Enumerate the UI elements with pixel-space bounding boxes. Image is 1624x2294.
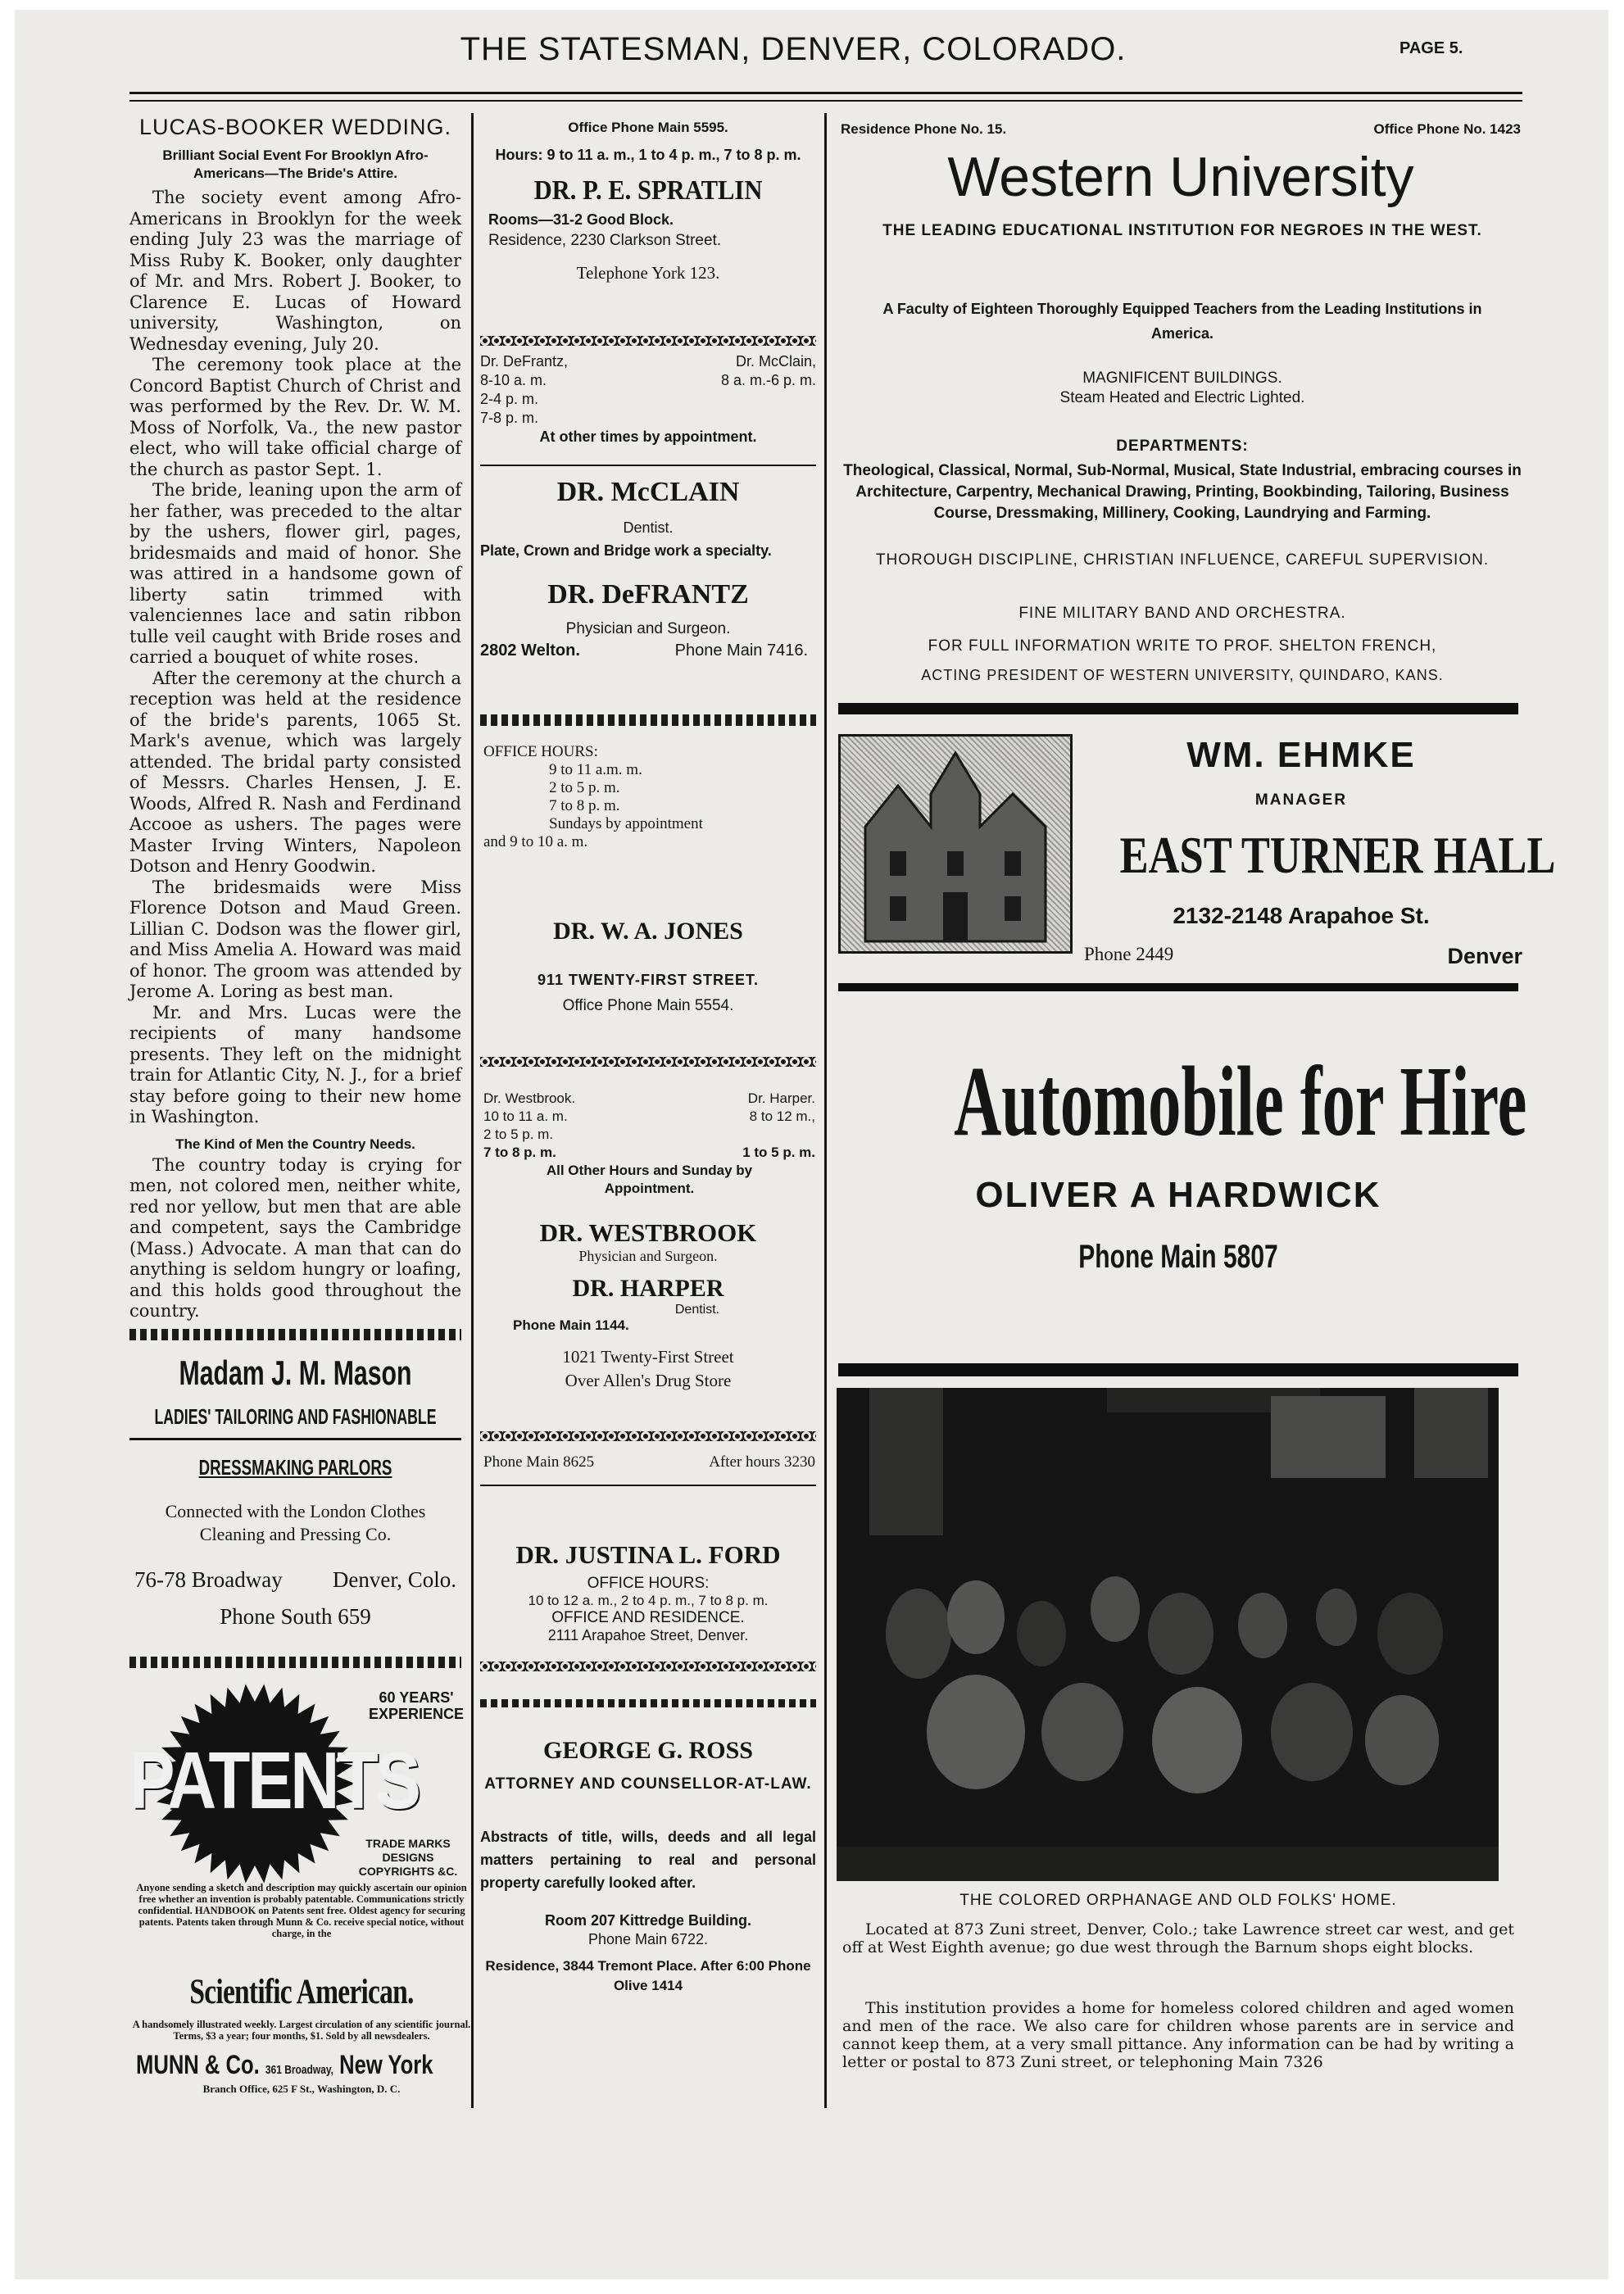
spratlin-residence: Residence, 2230 Clarkson Street.: [488, 232, 722, 249]
spratlin-rooms: Rooms—31-2 Good Block.: [488, 211, 674, 228]
defrantz-hours-1: 8-10 a. m.: [480, 372, 547, 388]
jones-card: [480, 918, 816, 1015]
jones-name: DR. W. A. JONES: [553, 918, 743, 945]
harper-name: DR. HARPER: [572, 1275, 724, 1302]
mcclain-name: DR. McCLAIN: [556, 477, 740, 507]
western-phones: [841, 121, 1521, 138]
jones-phone: Office Phone Main 5554.: [562, 997, 734, 1014]
defrantz-mcclain-hours: [480, 352, 816, 447]
ross-kittredge: Room 207 Kittredge Building.: [544, 1912, 752, 1929]
western-department-list: Theological, Classical, Normal, Sub-Normal, Musical, State Industrial, embracing courses in Architecture, Carpentry, Mechanical Drawing, Printing, Bookbinding, Tailoring, Business Course, Dressmaking, Millinery, Cooking, Laundrying and Farming.: [843, 462, 1522, 522]
ross-role: ATTORNEY AND COUNSELLOR-AT-LAW.: [484, 1775, 812, 1793]
munn-line: [136, 2050, 433, 2080]
wedding-paragraph-3: The bride, leaning upon the arm of her father, was preceded to the altar by the ushers, flower girl, pages, bridesmaids and maid of honor. She was attired in a handsome gown of liberty satin trimmed with valenciennes lace and satin ribbon tulle veil caught with Bride roses and carried a bouquet of white roses.: [129, 480, 461, 667]
mason-rule: [129, 1438, 461, 1440]
office-hours-3: 7 to 8 p. m.: [549, 797, 620, 814]
defrantz-physician: Physician and Surgeon.: [565, 620, 731, 637]
munn-city: New York: [339, 2050, 433, 2079]
ross-residence: Residence, 3844 Tremont Place. After 6:00 Phone Olive 1414: [485, 1958, 811, 1993]
harper-role: Dentist.: [674, 1303, 720, 1317]
patents-mark-2: DESIGNS: [382, 1851, 434, 1864]
defrantz-address-line: [480, 642, 808, 660]
patents-fine-1: Anyone sending a sketch and description may quickly ascertain our opinion free whether an invention is probably patentable. Communications strictly confidential. HANDBOOK on Patents sent free. Oldest agency for securing patents. Patents taken through Munn & Co. receive special notice, without charge, in the: [136, 1882, 467, 1939]
harper-small: Dr. Harper.: [747, 1090, 815, 1106]
mason-connected: Connected with the London Clothes Cleaning and Pressing Co.: [165, 1501, 426, 1544]
mcclain-plate: Plate, Crown and Bridge work a specialty.: [480, 542, 772, 559]
ornament-rule-3: [480, 336, 816, 346]
western-band: FINE MILITARY BAND AND ORCHESTRA.: [1018, 605, 1346, 622]
patents-fine-2: A handsomely illustrated weekly. Largest circulation of any scientific journal. Terms, $3 a year; four months, $1. Sold by all newsdealers.: [132, 2019, 471, 2042]
orphanage-photo: [837, 1388, 1499, 1881]
turner-hall-phone: Phone 2449: [1084, 944, 1174, 964]
patents-years: 60 YEARS' EXPERIENCE: [368, 1689, 465, 1722]
ornament-rule: [129, 1329, 461, 1340]
automobile-title: Automobile for Hire: [954, 1046, 1527, 1157]
wedding-paragraph-4: After the ceremony at the church a reception was held at the residence of the bride's parents, 1065 St. Mark's avenue, which was largely attended. The bridal party consisted of Messrs. Charles Hensen, J. E. Woods, Alfred R. Nash and Ferdinand Accooe as ushers. The pages were Master Irving Winters, Napoleon Dotson and Henry Goodwin.: [129, 668, 461, 876]
western-buildings: [842, 369, 1522, 408]
masthead-rule: [129, 92, 1522, 94]
western-name: Western University: [947, 146, 1414, 208]
ehmke-name: WM. EHMKE: [1186, 735, 1416, 775]
ford-card: [480, 1540, 816, 1644]
mason-address-line: [134, 1567, 456, 1593]
thick-rule-3: [838, 1363, 1518, 1376]
mason-line-1: LADIES' TAILORING AND FASHIONABLE: [154, 1404, 437, 1429]
masthead-title: THE STATESMAN, DENVER, COLORADO.: [460, 31, 1127, 67]
harper-phone-line: [483, 1453, 815, 1471]
turner-hall-address: 2132-2148 Arapahoe St.: [1173, 903, 1430, 928]
orphanage-paragraph-2: This institution provides a home for homeless colored children and aged women and men of the race. We also care for children whose parents are in service and cannot keep them, at a very small pittance. Any information can be had by writing a letter or postal to 873 Zuni street, or telephoning Main 7326: [842, 1999, 1514, 2071]
western-info-2: ACTING PRESIDENT OF WESTERN UNIVERSITY, QUINDARO, KANS.: [921, 667, 1444, 683]
defrantz-hours-2: 2-4 p. m.: [480, 391, 539, 407]
wedding-paragraph-1: The society event among Afro-Americans in Brooklyn for the week ending July 23 was the marriage of Miss Ruby K. Booker, only daughter of Mr. and Mrs. Robert J. Booker, to Clarence E. Lucas of Howard university, Washington, on Wednesday evening, July 20.: [129, 188, 461, 354]
munn-address: 361 Broadway,: [265, 2063, 334, 2077]
ross-name: GEORGE G. ROSS: [543, 1737, 753, 1764]
men-heading: The Kind of Men the Country Needs.: [175, 1136, 415, 1152]
westbrook-harper-cards: [480, 1218, 816, 1391]
defrantz-small: Dr. DeFrantz,: [480, 353, 569, 369]
westbrook-small: Dr. Westbrook.: [483, 1090, 576, 1106]
spratlin-office-phone: Office Phone Main 5595.: [568, 120, 728, 135]
thick-rule-1: [838, 703, 1518, 714]
westbrook-role: Physician and Surgeon.: [578, 1248, 718, 1264]
mason-line-2: DRESSMAKING PARLORS: [198, 1455, 392, 1480]
ornament-rule-5: [480, 1057, 816, 1067]
mcclain-dentist: Dentist.: [623, 519, 674, 536]
westbrook-name: DR. WESTBROOK: [539, 1218, 757, 1247]
other-times: At other times by appointment.: [539, 428, 757, 445]
column-rule-2: [824, 113, 827, 2108]
orphanage-group-image: [837, 1388, 1499, 1881]
western-magnificent: MAGNIFICENT BUILDINGS.: [1082, 369, 1282, 387]
western-leading: THE LEADING EDUCATIONAL INSTITUTION FOR NEGROES IN THE WEST.: [882, 222, 1482, 239]
westbrook-hours-3: 7 to 8 p. m.: [483, 1145, 556, 1160]
ornament-rule-6: [480, 1431, 816, 1441]
patents-mark-1: TRADE MARKS: [365, 1837, 451, 1850]
spratlin-name: DR. P. E. SPRATLIN: [533, 175, 763, 206]
office-hours-label: OFFICE HOURS:: [483, 743, 598, 760]
ornament-rule-7: [480, 1662, 816, 1671]
turner-hall-building-icon: [841, 737, 1070, 951]
patents-mark-3: COPYRIGHTS &C.: [358, 1865, 458, 1878]
ross-abstracts: Abstracts of title, wills, deeds and all legal matters pertaining to real and personal property carefully looked after.: [480, 1829, 816, 1891]
all-other-hours: All Other Hours and Sunday by Appointment.: [546, 1163, 753, 1196]
mason-city: Denver, Colo.: [332, 1567, 456, 1592]
jones-address: 911 TWENTY-FIRST STREET.: [537, 972, 760, 988]
mcclain-card: [480, 477, 816, 660]
ford-name: DR. JUSTINA L. FORD: [515, 1540, 781, 1569]
sundays-line: Sundays by appointment: [549, 815, 703, 832]
divider-1: [480, 465, 816, 466]
wedding-subhead: Brilliant Social Event For Brooklyn Afro-Americans—The Bride's Attire.: [162, 147, 429, 181]
sundays-line-2: and 9 to 10 a. m.: [483, 833, 588, 850]
ford-hours: 10 to 12 a. m., 2 to 4 p. m., 7 to 8 p. m.: [528, 1593, 769, 1608]
after-hours-3230: After hours 3230: [709, 1453, 815, 1471]
harper-hours-1: 8 to 12 m.,: [749, 1108, 815, 1124]
column-rule-1: [471, 113, 474, 2108]
harper-hours-2: 1 to 5 p. m.: [742, 1145, 815, 1160]
scientific-american: Scientific American.: [189, 1973, 414, 2011]
patents-marks: [342, 1837, 474, 1879]
automobile-phone: Phone Main 5807: [1078, 1239, 1278, 1275]
automobile-owner: OLIVER A HARDWICK: [975, 1175, 1381, 1215]
spratlin-hours: Hours: 9 to 11 a. m., 1 to 4 p. m., 7 to 8 p. m.: [495, 147, 801, 163]
ehmke-manager: MANAGER: [1254, 791, 1348, 809]
ornament-rule-8: [480, 1699, 816, 1707]
directory-column: [480, 120, 816, 283]
western-info-1: FOR FULL INFORMATION WRITE TO PROF. SHELTON FRENCH,: [928, 637, 1437, 655]
mason-phone: Phone South 659: [220, 1604, 371, 1629]
westbrook-harper-hours: [483, 1090, 815, 1198]
masthead-rule-2: [129, 100, 1522, 102]
mcclain-small: Dr. McClain,: [735, 353, 816, 369]
turner-hall-city: Denver: [1447, 944, 1522, 968]
divider-2: [480, 1485, 816, 1486]
mcclain-hours: 8 a. m.-6 p. m.: [720, 372, 816, 388]
turner-hall-name: EAST TURNER HALL: [1119, 826, 1556, 884]
defrantz-hours-3: 7-8 p. m.: [480, 410, 539, 426]
defrantz-name: DR. DeFRANTZ: [547, 579, 749, 610]
phone-main-8625: Phone Main 8625: [483, 1453, 595, 1471]
spratlin-telephone: Telephone York 123.: [576, 263, 720, 283]
mason-ad: [129, 1353, 461, 1630]
western-office-phone: Office Phone No. 1423: [1373, 121, 1521, 137]
western-steam: Steam Heated and Electric Lighted.: [1059, 389, 1305, 406]
defrantz-office-hours: [483, 743, 815, 851]
orphanage-caption: THE COLORED ORPHANAGE AND OLD FOLKS' HOME.: [959, 1892, 1397, 1909]
ornament-rule-2: [129, 1657, 461, 1668]
harper-address: 1021 Twenty-First Street: [562, 1347, 734, 1367]
defrantz-address: 2802 Welton.: [480, 642, 580, 660]
westbrook-hours-2: 2 to 5 p. m.: [483, 1127, 554, 1142]
thick-rule-2: [838, 983, 1518, 991]
men-paragraph: The country today is crying for men, not colored men, neither white, red nor yellow, but men that are able and competent, says the Cambridge (Mass.) Advocate. A man that can do anything is seldom hungry or loafing, and this holds good throughout the country.: [129, 1154, 461, 1321]
defrantz-phone: Phone Main 7416.: [674, 642, 808, 660]
office-hours-1: 9 to 11 a.m. m.: [549, 761, 642, 778]
wedding-paragraph-2: The ceremony took place at the Concord Baptist Church of Christ and was performed by the Rev. Dr. W. M. Moss of Norfolk, Va., the new pastor elect, who will take official charge of the church as pastor Sept. 1.: [129, 355, 461, 479]
western-departments: DEPARTMENTS:: [1116, 437, 1249, 455]
westbrook-hours-1: 10 to 11 a. m.: [483, 1108, 568, 1124]
munn-name: MUNN & Co.: [136, 2050, 260, 2079]
wedding-headline: LUCAS-BOOKER WEDDING.: [138, 115, 452, 139]
ross-card: [480, 1737, 816, 1996]
mason-name: Madam J. M. Mason: [179, 1353, 412, 1392]
orphanage-paragraph-1: Located at 873 Zuni street, Denver, Colo.; take Lawrence street car west, and get off at West Eighth avenue; go due west through the Barnum shops eight blocks.: [842, 1920, 1514, 1956]
harper-drug-store: Over Allen's Drug Store: [565, 1371, 732, 1390]
ford-office: OFFICE AND RESIDENCE.: [551, 1609, 745, 1626]
western-discipline: THOROUGH DISCIPLINE, CHRISTIAN INFLUENCE, CAREFUL SUPERVISION.: [875, 551, 1490, 569]
ornament-rule-4: [480, 714, 816, 726]
munn-branch: Branch Office, 625 F St., Washington, D. C.: [202, 2083, 401, 2095]
wedding-paragraph-5: The bridesmaids were Miss Florence Dotson and Maud Green. Lillian C. Dodson was the flower girl, and Miss Amelia A. Howard was maid of honor. The groom was attended by Jerome A. Loring as best man.: [129, 877, 461, 1001]
wedding-article: [129, 115, 461, 1322]
western-faculty: A Faculty of Eighteen Thoroughly Equipped Teachers from the Leading Institutions in America.: [882, 301, 1482, 342]
page-number: PAGE 5.: [1399, 39, 1463, 57]
western-residence-phone: Residence Phone No. 15.: [841, 121, 1007, 137]
harper-phone: Phone Main 1144.: [513, 1317, 629, 1333]
mason-address: 76-78 Broadway: [134, 1567, 283, 1592]
newspaper-page: [15, 10, 1608, 2279]
wedding-paragraph-6: Mr. and Mrs. Lucas were the recipients of many handsome presents. They left on the midnight train for Atlantic City, N. J., for a brief stay before going to their new home in Washington.: [129, 1002, 461, 1127]
ross-phone: Phone Main 6722.: [587, 1931, 709, 1947]
ford-address: 2111 Arapahoe Street, Denver.: [547, 1627, 749, 1643]
office-hours-2: 2 to 5 p. m.: [549, 779, 620, 796]
patents-word: PATENTS: [129, 1735, 419, 1825]
turner-hall-engraving: [838, 734, 1073, 954]
ford-office-hours: OFFICE HOURS:: [587, 1575, 710, 1592]
